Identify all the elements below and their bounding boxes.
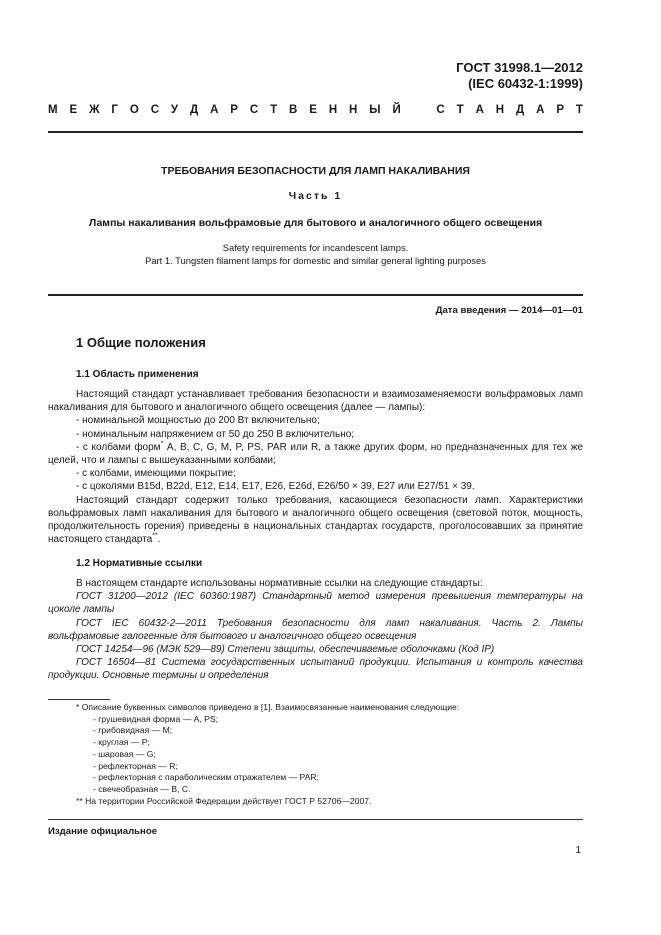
list-item	[48, 441, 583, 467]
list-item: - номинальным напряжением от 50 до 250 В включительно;	[76, 428, 355, 440]
iec-number: (IEC 60432-1:1999)	[468, 76, 583, 91]
list-item: - номинальной мощностью до 200 Вт включительно;	[76, 415, 320, 427]
english-title-line1: Safety requirements for incandescent lamps.	[222, 242, 409, 253]
heading-letter: У	[170, 104, 179, 116]
footnote-marker: **	[152, 532, 158, 540]
footnote-item: - круглая — P;	[93, 737, 150, 748]
edition-label: Издание официальное	[48, 826, 158, 837]
heading-letter: Е	[309, 104, 317, 116]
subsection-heading-scope: 1.1 Область применения	[76, 369, 199, 380]
title-rule	[48, 294, 583, 296]
subsection-heading-references: 1.2 Нормативные ссылки	[76, 558, 203, 569]
reference-item: ГОСТ 16504—81 Система государственных испытаний продукции. Испытания и контроль качества продукции. Основные термины и определения	[48, 657, 583, 682]
heading-letter: Р	[556, 104, 565, 116]
list-item: - с колбами, имеющими покрытие;	[76, 468, 236, 480]
footer-rule	[48, 819, 583, 820]
scope-paragraph: Настоящий стандарт устанавливает требования безопасности и взаимозаменяемости вольфрамовых ламп накаливания для бытового и аналогичного общего освещения (далее — лампы):	[48, 389, 583, 414]
english-title	[48, 242, 583, 267]
footnotes	[48, 702, 583, 807]
heading-letter: М	[48, 104, 58, 116]
footnote: ** На территории Российской Федерации действует ГОСТ Р 52706—2007.	[76, 795, 372, 806]
heading-letter: Р	[230, 104, 238, 116]
heading-letter: Д	[189, 104, 199, 116]
document-number	[456, 60, 583, 92]
document-subtitle: Лампы накаливания вольфрамовые для бытового и аналогичного общего освещения	[88, 217, 543, 229]
heading-letter: А	[210, 104, 219, 116]
heading-letter: Т	[270, 104, 278, 116]
heading-letter: Ы	[369, 104, 381, 116]
header-rule	[48, 131, 583, 133]
gost-number: ГОСТ 31998.1—2012	[456, 60, 583, 75]
heading-letter: Ж	[89, 104, 100, 116]
footnote-item: - грибовидная — M;	[93, 725, 173, 736]
heading-letter: А	[475, 104, 484, 116]
english-title-line2: Part 1. Tungsten filament lamps for domestic and similar general lighting purposes	[145, 254, 486, 266]
footnote-rule	[48, 699, 110, 700]
heading-letter: Г	[111, 104, 118, 116]
heading-letter: С	[436, 104, 445, 116]
heading-letter: С	[249, 104, 259, 116]
references-paragraph: В настоящем стандарте использованы нормативные ссылки на следующие стандарты:	[76, 578, 483, 589]
paragraph-text: Настоящий стандарт содержит только требования, касающиеся безопасности ламп. Характеристики вольфрамовых ламп накаливания для бытового и аналогичного общего освещения (световой поток, мощность, продолжительность горения) приведены в национальных стандартах государств, проголосовавших за принятие настоящего стандарта	[48, 494, 583, 546]
heading-letter: Т	[575, 104, 583, 116]
references-text	[48, 577, 583, 683]
part-label: Часть 1	[288, 190, 343, 202]
heading-letter: Е	[69, 104, 78, 116]
document-title: ТРЕБОВАНИЯ БЕЗОПАСНОСТИ ДЛЯ ЛАМП НАКАЛИВАНИЯ	[161, 165, 470, 177]
heading-letter: Н	[349, 104, 358, 116]
reference-item: ГОСТ 14254—96 (МЭК 529—89) Степени защиты, обеспечиваемые оболочками (Код IP)	[76, 644, 495, 656]
heading-letter: Д	[516, 104, 525, 116]
footnote-item: - рефлекторная с параболическим отражателем — PAR;	[93, 772, 319, 783]
introduction-date: Дата введения — 2014—01—01	[435, 305, 583, 316]
heading-letter: В	[289, 104, 298, 116]
heading-letter: С	[150, 104, 159, 116]
standard-type-heading	[48, 104, 583, 116]
footnote: * Описание буквенных символов приведено в [1]. Взаимосвязанные наименования следующие:	[76, 702, 460, 712]
reference-item: ГОСТ IEC 60432-2—2011 Требования безопасности для ламп накаливания. Часть 2. Лампы вольфрамовые галогенные для бытового и аналогичного общего освещения	[48, 617, 583, 642]
heading-letter: Н	[328, 104, 338, 116]
footnote-item: - грушевидная форма — A, PS;	[93, 713, 219, 724]
list-item-text: - с колбами форм	[76, 441, 161, 453]
heading-letter: А	[536, 104, 545, 116]
heading-letter: Й	[392, 104, 401, 116]
reference-item: ГОСТ 31200—2012 (IEC 60360:1987) Стандартный метод измерения превышения температуры на цоколе лампы	[48, 591, 583, 616]
scope-text	[48, 388, 583, 546]
footnote-item: - свечеобразная — B, C.	[93, 783, 191, 794]
heading-letter: Н	[495, 104, 505, 116]
heading-letter: О	[129, 104, 139, 116]
footnote-item: - шаровая — G;	[93, 748, 156, 759]
list-item-text: A, B, C, G, M, P, PS, PAR или R, а также других форм, но предназначенных для тех же целей, что и лампы с вышеуказанными колбами;	[48, 441, 584, 467]
list-item: - с цоколями B15d, B22d, E12, E14, E17, E26, E26d, E26/50 × 39, E27 или E27/51 × 39.	[76, 481, 475, 493]
scope-paragraph	[48, 494, 583, 547]
footnote-item: - рефлекторная — R;	[93, 760, 178, 771]
page-number: 1	[575, 845, 581, 856]
section-heading: 1 Общие положения	[76, 335, 206, 350]
paragraph-end: .	[157, 534, 161, 546]
footnote-marker: *	[160, 440, 164, 448]
heading-letter: Т	[456, 104, 464, 116]
